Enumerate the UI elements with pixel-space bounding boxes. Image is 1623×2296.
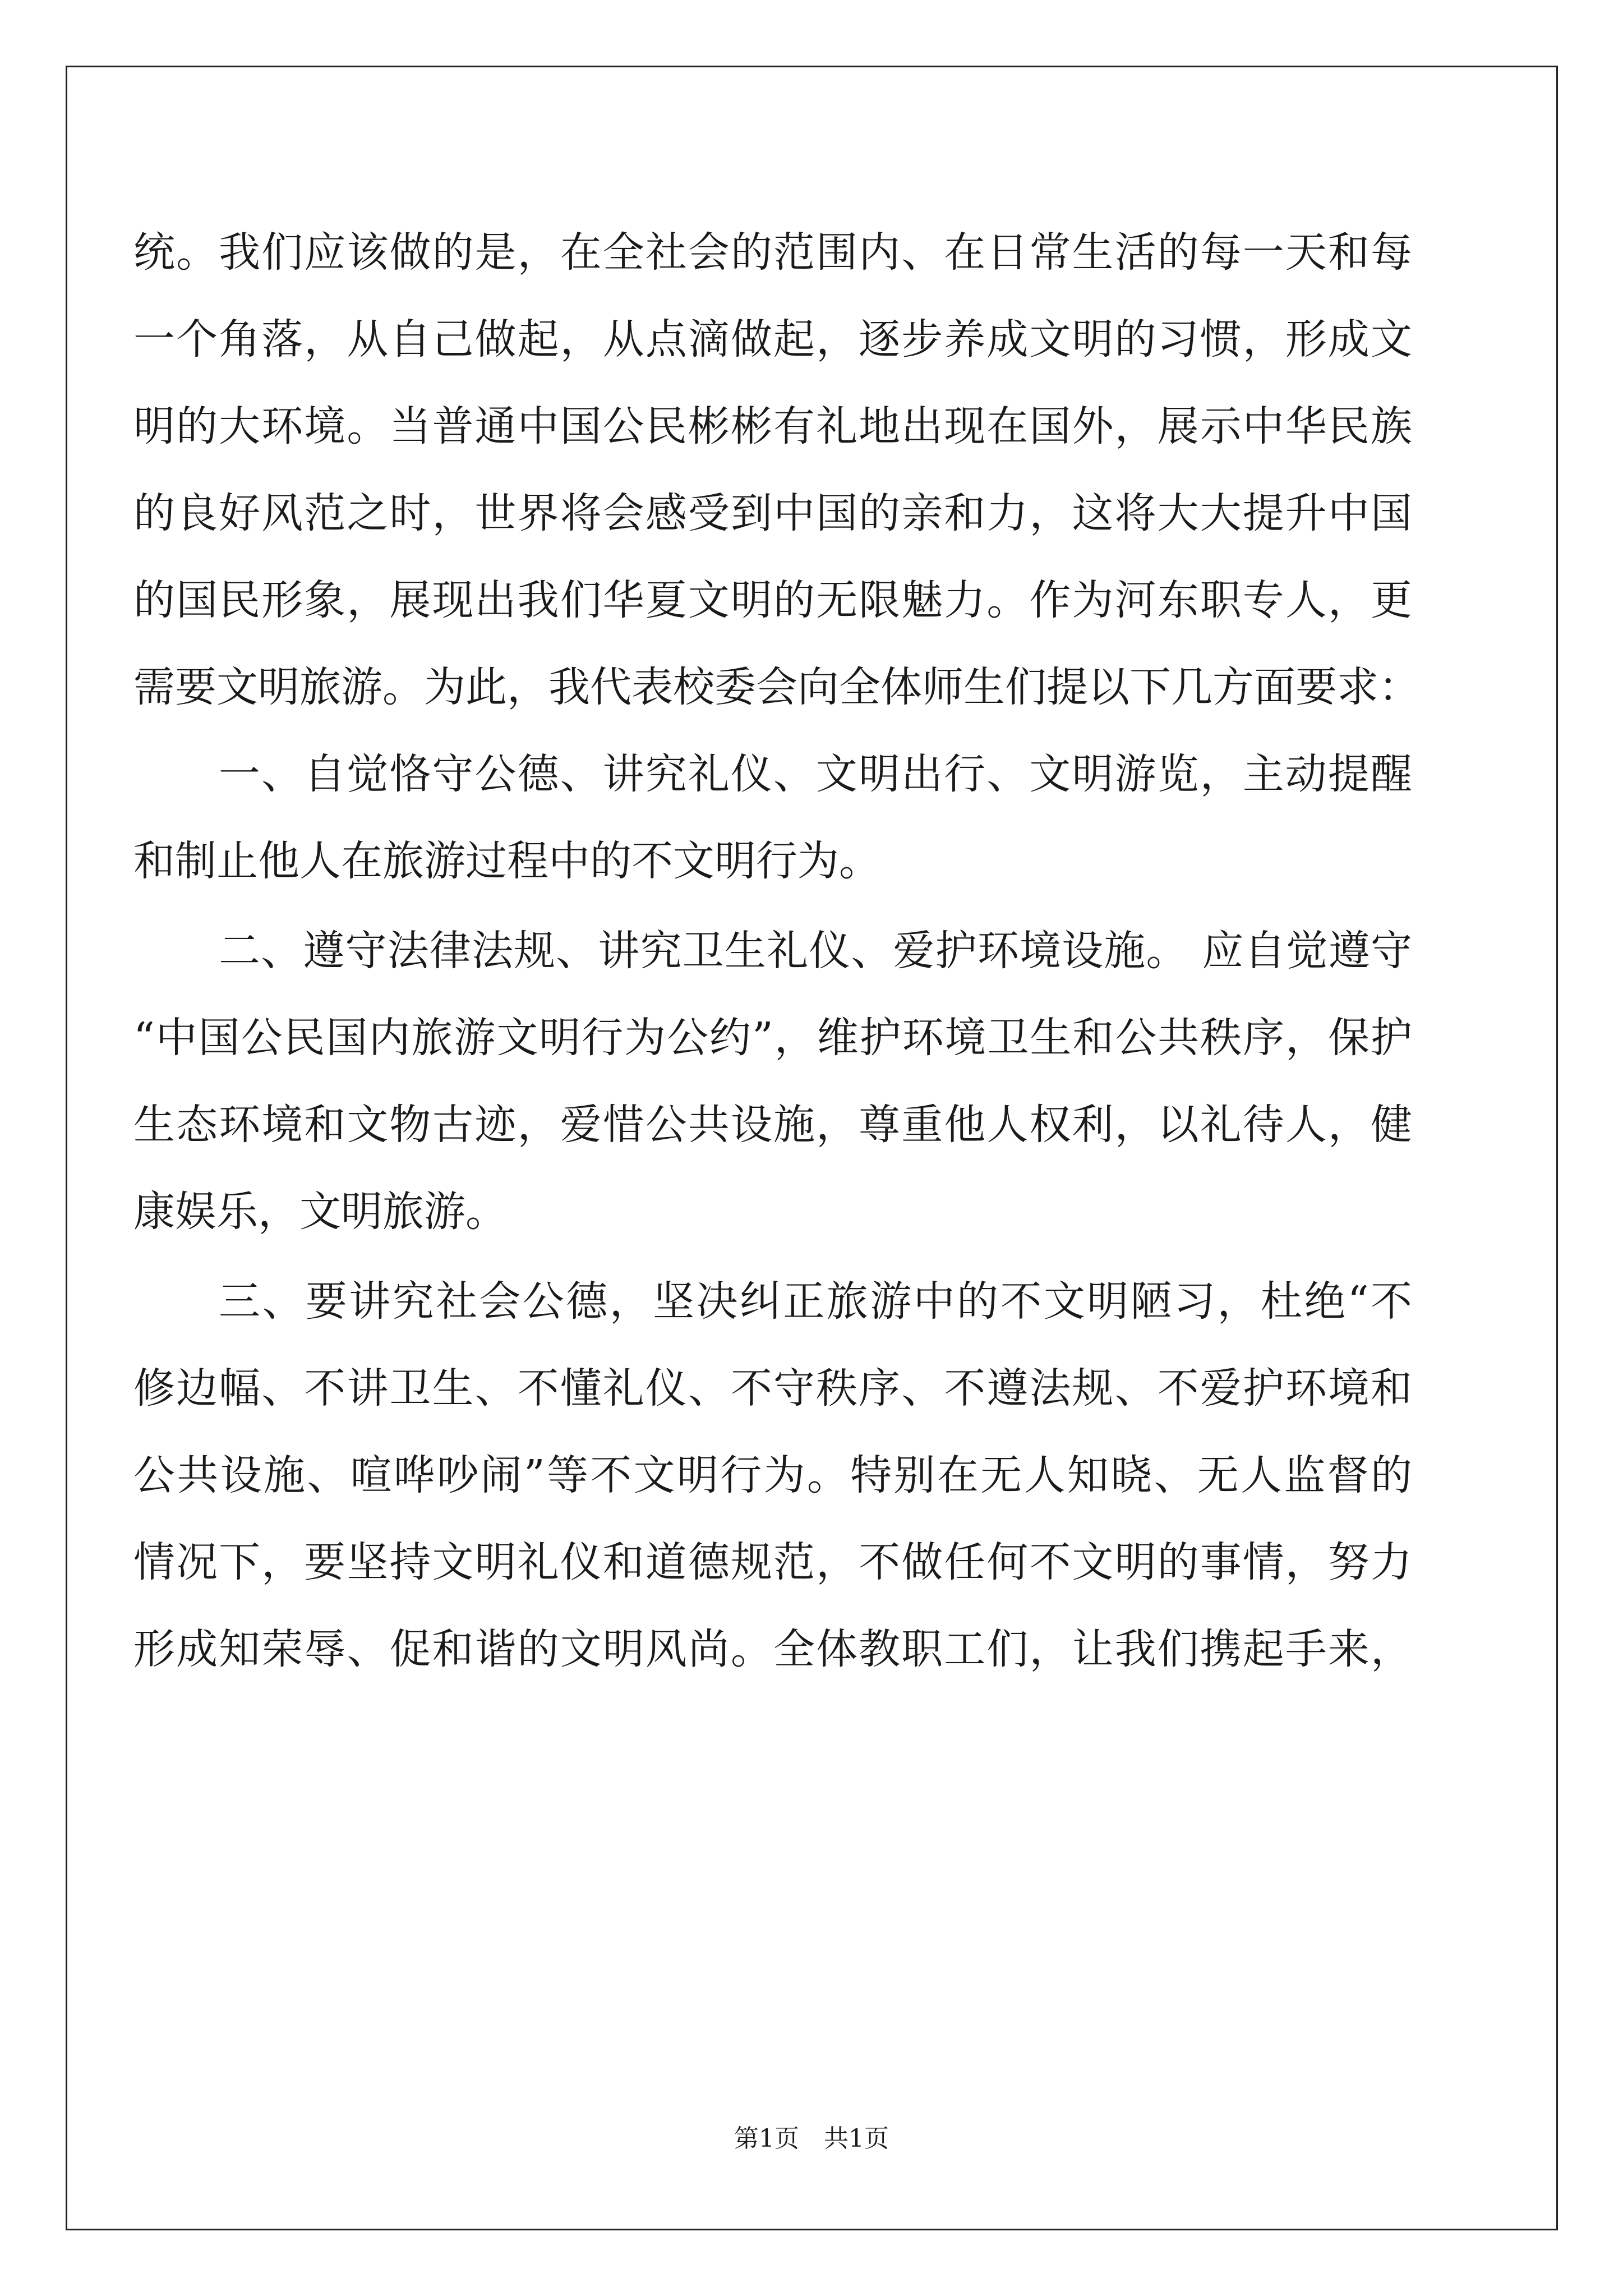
text-line: 明的大环境。当普通中国公民彬彬有礼地出现在国外，展示中华民族	[133, 402, 1412, 450]
text-line: 康娱乐，文明旅游。	[133, 1188, 507, 1236]
text-line: 情况下，要坚持文明礼仪和道德规范，不做任何不文明的事情，努力	[133, 1538, 1412, 1586]
text-line: 和制止他人在旅游过程中的不文明行为。	[133, 837, 880, 885]
page-number-footer: 第1页 共1页	[734, 2124, 889, 2153]
text-line: 三、要讲究社会公德，坚决纠正旅游中的不文明陋习，杜绝“不	[219, 1277, 1412, 1326]
text-line: 公共设施、喧哗吵闹”等不文明行为。特别在无人知晓、无人监督的	[133, 1451, 1412, 1499]
text-line: 的国民形象，展现出我们华夏文明的无限魅力。作为河东职专人，更	[133, 576, 1412, 624]
text-line: 二、遵守法律法规、讲究卫生礼仪、爱护环境设施。 应自觉遵守	[219, 927, 1412, 975]
text-line: 一、自觉恪守公德、讲究礼仪、文明出行、文明游览，主动提醒	[219, 750, 1412, 798]
text-line: 的良好风范之时，世界将会感受到中国的亲和力，这将大大提升中国	[133, 489, 1412, 537]
text-line: 修边幅、不讲卫生、不懂礼仪、不守秩序、不遵法规、不爱护环境和	[133, 1364, 1412, 1412]
text-line: “中国公民国内旅游文明行为公约”，维护环境卫生和公共秩序，保护	[133, 1014, 1412, 1062]
text-line: 统。我们应该做的是，在全社会的范围内、在日常生活的每一天和每	[133, 228, 1412, 277]
text-line: 形成知荣辱、促和谐的文明风尚。全体教职工们，让我们携起手来，	[133, 1625, 1412, 1673]
text-line: 需要文明旅游。为此，我代表校委会向全体师生们提以下几方面要求：	[133, 663, 1420, 711]
text-line: 一个角落，从自己做起，从点滴做起，逐步养成文明的习惯，形成文	[133, 315, 1412, 364]
text-line: 生态环境和文物古迹，爱惜公共设施，尊重他人权利，以礼待人，健	[133, 1101, 1412, 1149]
